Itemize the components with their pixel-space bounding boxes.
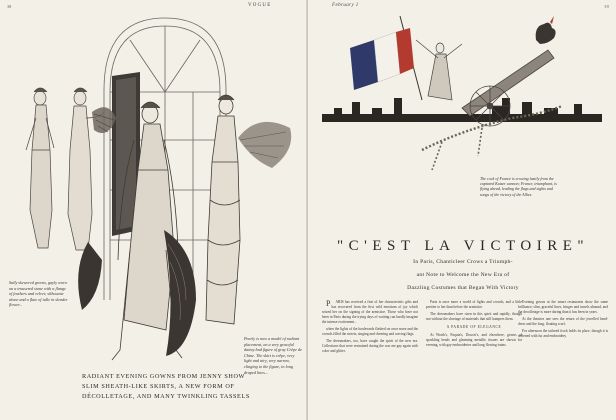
body-paragraph: The dressmakers have risen in this spirit and rapidly, though not without the shortage of materials that still hampers them.: [426, 312, 522, 322]
left-headline-line: DÉCOLLETAGE, AND MANY TWINKLING TASSELS: [82, 393, 250, 400]
french-flag-white: [374, 32, 400, 82]
magazine-name: VOGUE: [248, 3, 272, 8]
city-silhouette: [322, 98, 602, 122]
section-subhead: A PARADE OF ELEGANCE: [446, 325, 502, 330]
article-title: "C'EST LA VICTOIRE": [337, 238, 589, 254]
right-page: [308, 0, 616, 420]
body-paragraph: At the theatres one sees the return of the jewelled head-dress and the long, floating scarf.: [518, 317, 608, 327]
article-subtitle: [338, 256, 588, 295]
caption-right: Pearly is now a model of radiant placement, on a very graceful dainty bud figure of gray Crêpe de Chine. The skirt is crêpe, very light and airy, very narrow, clinging to the figure, in long draped lines...: [244, 336, 302, 375]
subtitle-line: In Paris, Chanticleer Crows a Triumph-: [413, 259, 513, 265]
rooster: [536, 23, 556, 44]
body-paragraph: At Worth's, Paquin's, Doucet's, and elsewhere, gowns of sparkling beads and gleaming metallic tissues are shown for evening, with gay embroideries and long flowing trains.: [426, 333, 522, 348]
caption-left: Sally skewered greens, gayly worn on a trousered stone with a flange of feathers and velvet; silhouette alone and a flute of tulle in slender flower...: [9, 280, 68, 308]
figure-right: [206, 95, 240, 324]
subtitle-line: Dazzling Costumes that Began With Victory: [407, 285, 519, 291]
body-paragraph: For afternoon the tailored frock holds its place, though it is softened with fur and embroidery.: [518, 329, 608, 339]
left-page-number: 38: [7, 4, 12, 9]
body-paragraph: Paris is once more a world of lights and crowds, and a little prettier to her than before the armistice.: [426, 300, 522, 310]
right-page-number: 39: [604, 4, 609, 9]
french-flag-blue: [350, 40, 378, 90]
dancing-figure: [416, 40, 462, 100]
dark-fan-left: [78, 242, 102, 310]
body-column-1: [322, 300, 418, 356]
left-headline-line: RADIANT EVENING GOWNS FROM JENNY SHOW: [82, 373, 245, 380]
left-headline: [82, 372, 252, 402]
body-column-2: [426, 300, 522, 350]
illustration-caption: The cock of France is crowing lustily from the captured Kaiser cannon; France, triumphant, is flying ahead, leading the flags and sights and songs of the victory of the Allies.: [480, 176, 557, 197]
victory-illustration: [312, 10, 612, 230]
body-paragraph: Evening gowns at the smart restaurants show the same brilliance; slim, graceful lines, fringes and tassels abound, and the decolletage is more daring than it has been in years.: [518, 300, 608, 315]
left-headline-line: SLIM SHEATH-LIKE SKIRTS, A NEW FORM OF: [82, 383, 235, 390]
figure-far-left: [26, 88, 54, 248]
large-feather-fan: [238, 122, 291, 168]
subtitle-line: ant Note to Welcome the New Era of: [416, 272, 510, 278]
body-paragraph: P ARIS has received a first of her characteristic gifts and has recovered from the first wild emotions of joy which seized her on the signing of the armistice. Those who have not been in Paris during the trying days of waiting can hardly imagine the intense excitement...: [322, 299, 418, 325]
body-column-3: [518, 300, 608, 341]
drop-cap: P: [326, 299, 331, 308]
body-paragraph: The dressmakers, too, have caught the spirit of the new era. Collections that were restrained during the war are gay again with color and glitter.: [322, 339, 418, 354]
issue-date: February 1: [332, 3, 359, 8]
body-paragraph: when the lights of the boulevards flashed on once more and the crowds filled the streets, singing and cheering and waving flags.: [322, 327, 418, 337]
